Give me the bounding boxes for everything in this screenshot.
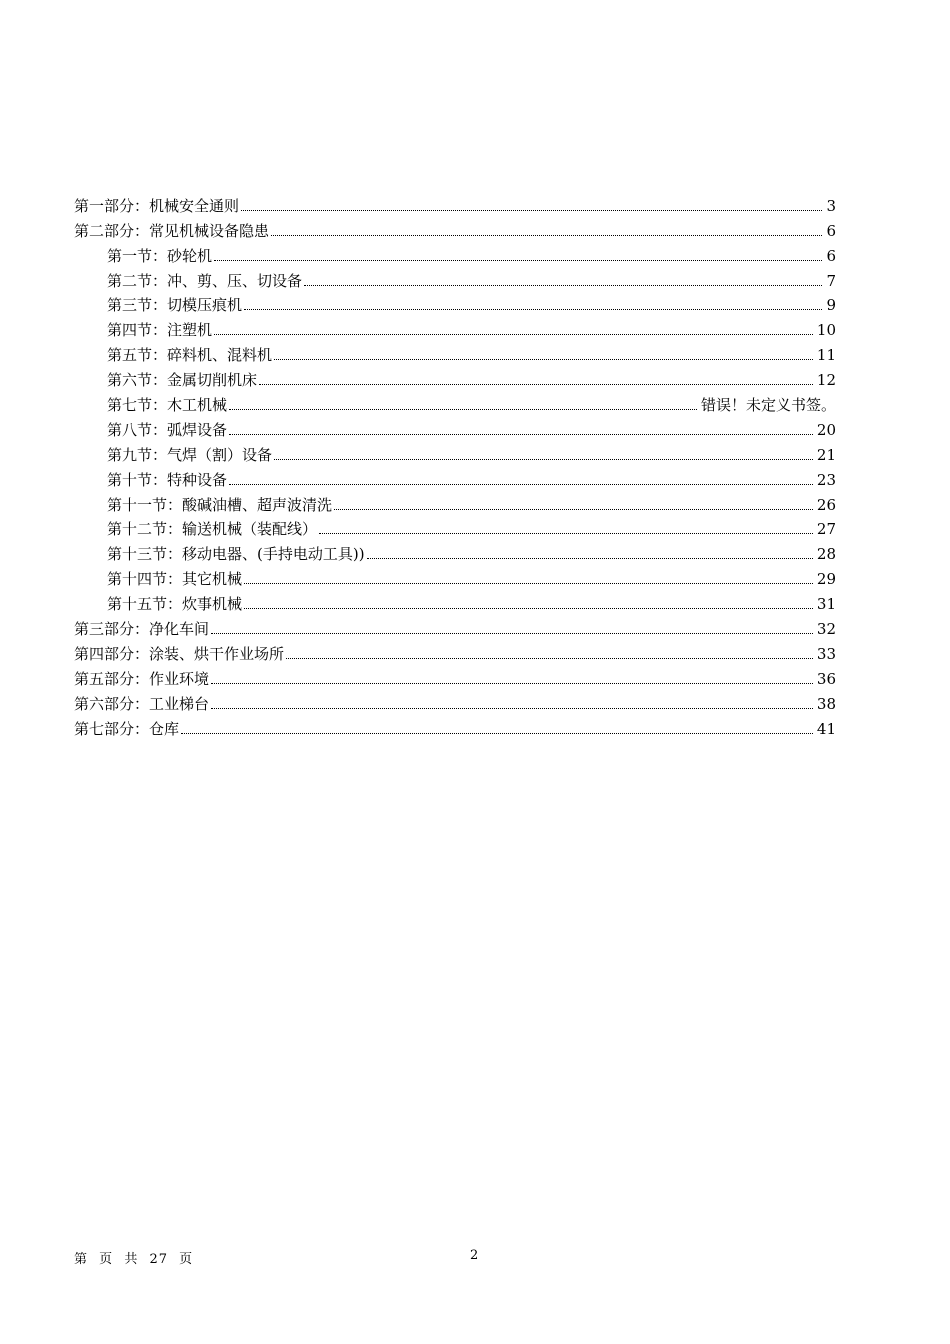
toc-entry[interactable] [74,490,836,515]
toc-entry-page: 6 [826,246,836,265]
toc-dot-leader [211,633,813,634]
toc-entry[interactable] [74,589,836,614]
toc-entry-page: 11 [816,346,836,365]
toc-entry[interactable] [74,539,836,564]
toc-entry-page: 错误！未定义书签。 [700,396,836,415]
toc-entry[interactable] [74,340,836,365]
toc-entry-page: 21 [816,445,836,464]
toc-entry[interactable] [74,191,836,216]
toc-entry[interactable] [74,266,836,291]
toc-dot-leader [367,558,813,559]
toc-entry[interactable] [74,465,836,490]
toc-entry-page: 29 [816,570,836,589]
toc-dot-leader [211,708,813,709]
toc-entry[interactable] [74,664,836,689]
toc-entry-title: 第二部分：常见机械设备隐患 [74,221,270,240]
toc-entry-title: 第五节：碎料机、混料机 [107,346,273,365]
toc-dot-leader [274,359,813,360]
toc-entry[interactable] [74,714,836,739]
toc-entry-title: 第一节：砂轮机 [107,246,213,265]
toc-entry-page: 6 [826,221,836,240]
footer-page-word: 第 [74,1252,89,1267]
toc-dot-leader [211,683,813,684]
footer-total-pages: 27 [149,1252,169,1267]
toc-dot-leader [319,533,813,534]
toc-entry[interactable] [74,689,836,714]
toc-dot-leader [229,409,697,410]
toc-rows [74,191,836,739]
toc-entry-page: 3 [826,196,836,215]
toc-entry-title: 第一部分：机械安全通则 [74,196,240,215]
toc-dot-leader [274,459,813,460]
toc-entry-page: 38 [816,694,836,713]
table-of-contents [74,191,836,739]
toc-dot-leader [244,309,822,310]
toc-entry[interactable] [74,390,836,415]
footer-page-number: 2 [470,1248,479,1263]
toc-entry[interactable] [74,440,836,465]
toc-dot-leader [271,235,822,236]
toc-entry[interactable] [74,216,836,241]
toc-dot-leader [241,210,822,211]
toc-entry-title: 第五部分：作业环境 [74,669,210,688]
toc-entry-page: 32 [816,620,836,639]
toc-dot-leader [214,260,822,261]
toc-entry-title: 第九节：气焊（割）设备 [107,445,273,464]
footer-page-info [74,1248,199,1267]
toc-entry-title: 第六节：金属切削机床 [107,371,258,390]
toc-dot-leader [286,658,813,659]
toc-entry-page: 41 [816,719,836,738]
toc-entry-title: 第十四节：其它机械 [107,570,243,589]
toc-entry-page: 33 [816,644,836,663]
toc-entry-page: 12 [816,371,836,390]
toc-entry-title: 第四部分：涂装、烘干作业场所 [74,644,285,663]
toc-entry-page: 10 [816,321,836,340]
toc-entry[interactable] [74,515,836,540]
toc-entry[interactable] [74,639,836,664]
toc-dot-leader [229,484,813,485]
toc-entry-page: 20 [816,420,836,439]
toc-entry[interactable] [74,365,836,390]
toc-entry-title: 第七节：木工机械 [107,396,228,415]
toc-entry-page: 23 [816,470,836,489]
toc-dot-leader [214,334,813,335]
toc-entry-page: 9 [826,296,836,315]
toc-dot-leader [304,285,822,286]
toc-entry-title: 第十二节：输送机械（装配线） [107,520,318,539]
toc-entry-page: 31 [816,595,836,614]
toc-dot-leader [229,434,813,435]
footer-page-word-3: 页 [179,1252,194,1267]
toc-entry-title: 第十五节：炊事机械 [107,595,243,614]
toc-dot-leader [259,384,813,385]
toc-dot-leader [334,509,813,510]
toc-entry-title: 第三部分：净化车间 [74,620,210,639]
toc-entry-title: 第十三节：移动电器、(手持电动工具)) [107,545,365,564]
toc-dot-leader [244,608,813,609]
toc-entry-title: 第十节：特种设备 [107,470,228,489]
toc-entry-title: 第二节：冲、剪、压、切设备 [107,271,303,290]
toc-entry-page: 27 [816,520,836,539]
toc-entry[interactable] [74,614,836,639]
toc-entry-title: 第四节：注塑机 [107,321,213,340]
toc-entry[interactable] [74,241,836,266]
toc-entry-title: 第六部分：工业梯台 [74,694,210,713]
toc-dot-leader [244,583,813,584]
footer-total-word: 共 [124,1252,139,1267]
toc-entry-page: 26 [816,495,836,514]
toc-entry-title: 第十一节：酸碱油槽、超声波清洗 [107,495,333,514]
toc-entry-page: 28 [816,545,836,564]
toc-entry-title: 第三节：切模压痕机 [107,296,243,315]
toc-entry-page: 36 [816,669,836,688]
toc-entry-page: 7 [826,271,836,290]
toc-entry[interactable] [74,564,836,589]
toc-entry-title: 第八节：弧焊设备 [107,420,228,439]
toc-dot-leader [181,733,813,734]
toc-entry-title: 第七部分：仓库 [74,719,180,738]
toc-entry[interactable] [74,415,836,440]
footer-page-word-2: 页 [99,1252,114,1267]
toc-entry[interactable] [74,315,836,340]
toc-entry[interactable] [74,291,836,316]
